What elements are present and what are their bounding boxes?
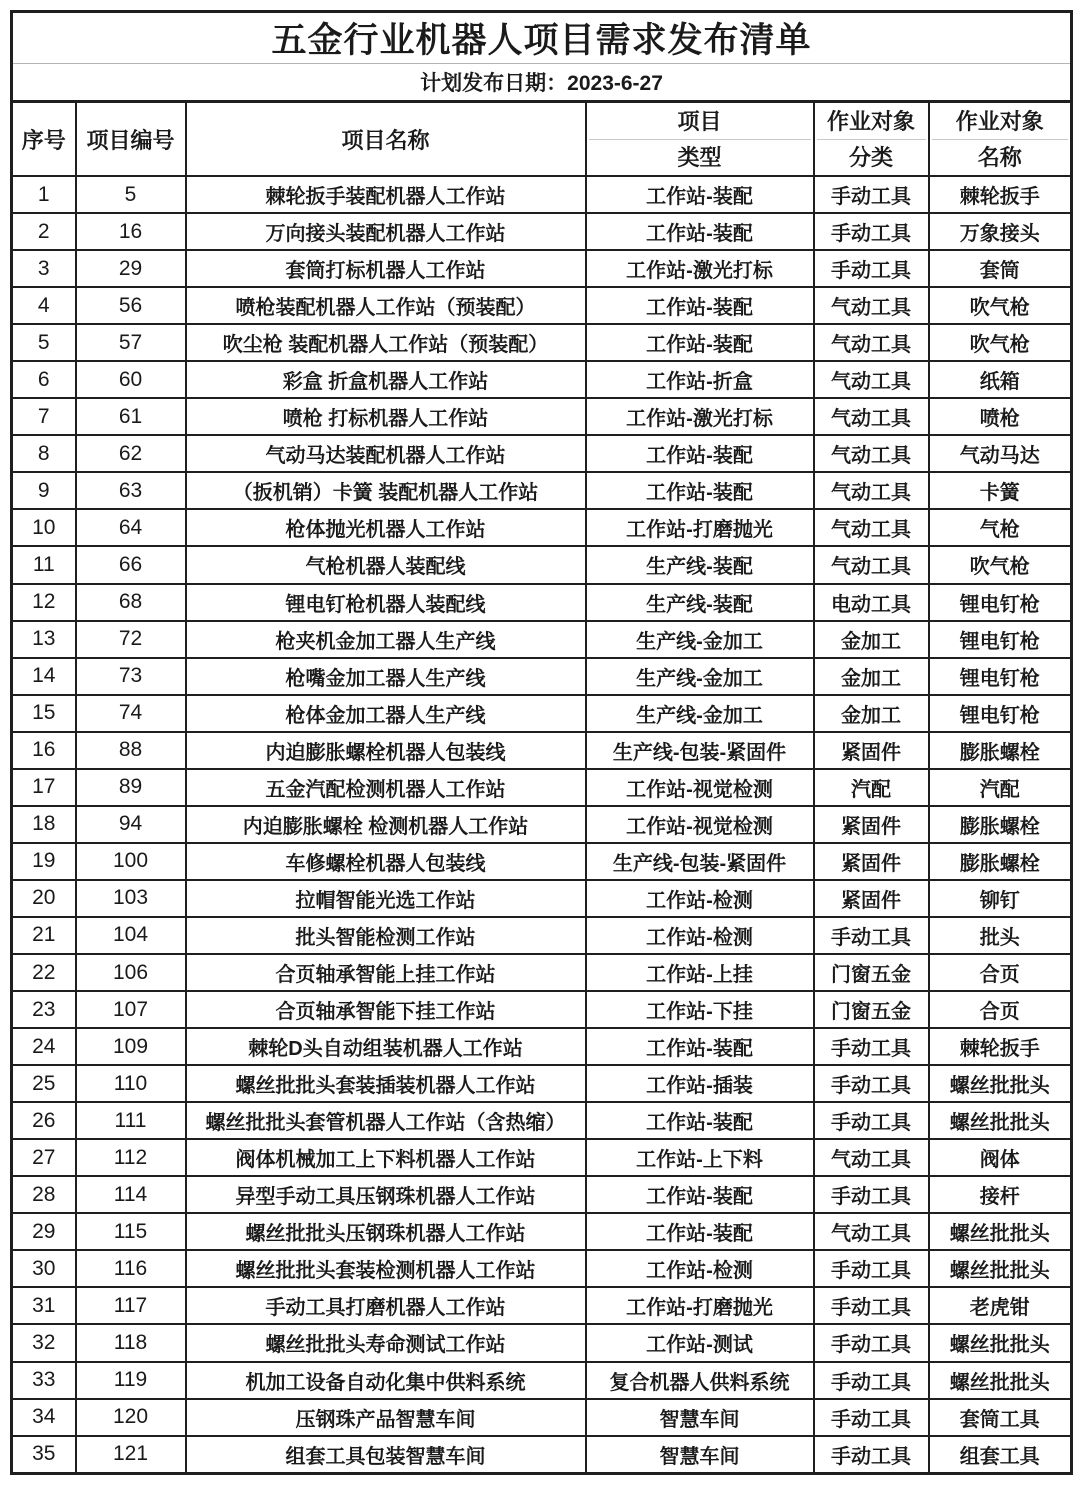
cell-code: 64 [76,509,186,546]
cell-object: 棘轮扳手 [929,1028,1072,1065]
cell-object: 螺丝批批头 [929,1362,1072,1399]
cell-code: 100 [76,843,186,880]
cell-object: 气动马达 [929,435,1072,472]
cell-category: 气动工具 [814,398,929,435]
table-row [12,472,1072,509]
cell-category: 手动工具 [814,1362,929,1399]
cell-object: 套筒工具 [929,1399,1072,1436]
table-row [12,1362,1072,1399]
table-row [12,1065,1072,1102]
cell-type: 工作站-检测 [586,880,814,917]
cell-object: 合页 [929,991,1072,1028]
cell-index: 10 [12,509,76,546]
col-header-object-line2: 名称 [977,144,1022,170]
cell-name: 枪嘴金加工器人生产线 [186,658,586,695]
cell-index: 5 [12,324,76,361]
document-title: 五金行业机器人项目需求发布清单 [12,12,1072,64]
cell-code: 16 [76,213,186,250]
cell-category: 气动工具 [814,435,929,472]
cell-category: 汽配 [814,769,929,806]
table-row [12,917,1072,954]
cell-name: 喷枪 打标机器人工作站 [186,398,586,435]
cell-code: 66 [76,546,186,583]
cell-name: 机加工设备自动化集中供料系统 [186,1362,586,1399]
cell-object: 锂电钉枪 [929,584,1072,621]
cell-object: 喷枪 [929,398,1072,435]
cell-name: 五金汽配检测机器人工作站 [186,769,586,806]
cell-object: 卡簧 [929,472,1072,509]
cell-index: 31 [12,1287,76,1324]
cell-index: 4 [12,287,76,324]
cell-type: 生产线-金加工 [586,621,814,658]
cell-index: 2 [12,213,76,250]
cell-index: 34 [12,1399,76,1436]
cell-code: 107 [76,991,186,1028]
cell-name: 批头智能检测工作站 [186,917,586,954]
table-row [12,658,1072,695]
publish-date-label: 计划发布日期：2023-6-27 [12,64,1072,102]
cell-code: 57 [76,324,186,361]
header-cell-divider [817,139,926,140]
cell-name: 棘轮扳手装配机器人工作站 [186,176,586,213]
cell-type: 工作站-检测 [586,917,814,954]
cell-name: 螺丝批批头套管机器人工作站（含热缩） [186,1102,586,1139]
table-row [12,806,1072,843]
table-row [12,176,1072,213]
cell-name: 锂电钉枪机器人装配线 [186,584,586,621]
cell-object: 锂电钉枪 [929,695,1072,732]
cell-type: 工作站-打磨抛光 [586,1287,814,1324]
cell-type: 工作站-上挂 [586,954,814,991]
column-header-row [12,102,1072,177]
col-header-type [586,102,814,177]
cell-code: 73 [76,658,186,695]
cell-category: 气动工具 [814,472,929,509]
cell-category: 紧固件 [814,880,929,917]
table-row [12,843,1072,880]
cell-type: 工作站-插装 [586,1065,814,1102]
cell-code: 119 [76,1362,186,1399]
cell-object: 棘轮扳手 [929,176,1072,213]
cell-category: 门窗五金 [814,991,929,1028]
cell-index: 28 [12,1176,76,1213]
cell-category: 手动工具 [814,213,929,250]
cell-type: 工作站-装配 [586,435,814,472]
cell-code: 103 [76,880,186,917]
table-row [12,880,1072,917]
cell-object: 合页 [929,954,1072,991]
col-header-object [929,102,1072,177]
table-row [12,769,1072,806]
cell-category: 气动工具 [814,287,929,324]
cell-index: 13 [12,621,76,658]
col-header-object-line1: 作业对象 [955,108,1044,134]
cell-name: 压钢珠产品智慧车间 [186,1399,586,1436]
cell-type: 工作站-装配 [586,1028,814,1065]
cell-code: 115 [76,1213,186,1250]
cell-category: 手动工具 [814,1176,929,1213]
cell-code: 74 [76,695,186,732]
cell-object: 膨胀螺栓 [929,732,1072,769]
cell-index: 8 [12,435,76,472]
cell-category: 手动工具 [814,250,929,287]
cell-code: 68 [76,584,186,621]
table-row [12,621,1072,658]
cell-name: （扳机销）卡簧 装配机器人工作站 [186,472,586,509]
cell-type: 工作站-装配 [586,213,814,250]
cell-name: 吹尘枪 装配机器人工作站（预装配） [186,324,586,361]
cell-name: 棘轮D头自动组装机器人工作站 [186,1028,586,1065]
cell-code: 118 [76,1324,186,1361]
cell-type: 工作站-上下料 [586,1139,814,1176]
table-row [12,1176,1072,1213]
col-header-category [814,102,929,177]
cell-category: 气动工具 [814,1213,929,1250]
table-row [12,250,1072,287]
cell-name: 合页轴承智能下挂工作站 [186,991,586,1028]
cell-code: 88 [76,732,186,769]
col-header-name: 项目名称 [186,102,586,177]
table-row [12,1250,1072,1287]
table-row [12,1139,1072,1176]
cell-name: 枪体抛光机器人工作站 [186,509,586,546]
cell-name: 气动马达装配机器人工作站 [186,435,586,472]
table-row [12,1324,1072,1361]
project-list-table [10,10,1073,1475]
cell-index: 1 [12,176,76,213]
cell-type: 工作站-装配 [586,287,814,324]
cell-category: 手动工具 [814,1399,929,1436]
cell-index: 18 [12,806,76,843]
col-header-category-line2: 分类 [848,144,893,170]
col-header-type-line2: 类型 [677,144,722,170]
cell-type: 工作站-下挂 [586,991,814,1028]
cell-category: 门窗五金 [814,954,929,991]
cell-index: 14 [12,658,76,695]
cell-type: 工作站-装配 [586,472,814,509]
cell-name: 内迫膨胀螺栓 检测机器人工作站 [186,806,586,843]
cell-object: 膨胀螺栓 [929,806,1072,843]
cell-name: 阀体机械加工上下料机器人工作站 [186,1139,586,1176]
cell-code: 89 [76,769,186,806]
cell-type: 智慧车间 [586,1399,814,1436]
table-row [12,213,1072,250]
table-row [12,324,1072,361]
cell-type: 智慧车间 [586,1436,814,1474]
cell-category: 手动工具 [814,1028,929,1065]
cell-index: 35 [12,1436,76,1474]
cell-name: 车修螺栓机器人包装线 [186,843,586,880]
cell-name: 螺丝批批头压钢珠机器人工作站 [186,1213,586,1250]
cell-object: 批头 [929,917,1072,954]
table-row [12,1102,1072,1139]
cell-index: 15 [12,695,76,732]
cell-type: 生产线-包装-紧固件 [586,732,814,769]
cell-name: 螺丝批批头套装插装机器人工作站 [186,1065,586,1102]
table-row [12,1213,1072,1250]
cell-category: 气动工具 [814,324,929,361]
cell-type: 工作站-视觉检测 [586,806,814,843]
cell-code: 56 [76,287,186,324]
table-row [12,1028,1072,1065]
cell-index: 20 [12,880,76,917]
cell-type: 工作站-激光打标 [586,250,814,287]
cell-code: 120 [76,1399,186,1436]
header-cell-divider [589,139,811,140]
cell-object: 吹气枪 [929,287,1072,324]
table-row [12,287,1072,324]
cell-index: 12 [12,584,76,621]
table-row [12,1287,1072,1324]
cell-index: 21 [12,917,76,954]
cell-code: 106 [76,954,186,991]
cell-name: 异型手动工具压钢珠机器人工作站 [186,1176,586,1213]
cell-category: 金加工 [814,695,929,732]
cell-type: 工作站-装配 [586,1176,814,1213]
cell-object: 锂电钉枪 [929,621,1072,658]
cell-name: 套筒打标机器人工作站 [186,250,586,287]
table-row [12,1399,1072,1436]
cell-code: 112 [76,1139,186,1176]
cell-index: 7 [12,398,76,435]
cell-object: 气枪 [929,509,1072,546]
cell-index: 29 [12,1213,76,1250]
cell-category: 手动工具 [814,1065,929,1102]
cell-code: 94 [76,806,186,843]
cell-category: 金加工 [814,658,929,695]
cell-category: 手动工具 [814,1250,929,1287]
cell-object: 组套工具 [929,1436,1072,1474]
cell-object: 吹气枪 [929,324,1072,361]
cell-category: 电动工具 [814,584,929,621]
cell-type: 生产线-金加工 [586,658,814,695]
title-row [12,12,1072,64]
cell-index: 32 [12,1324,76,1361]
cell-type: 工作站-打磨抛光 [586,509,814,546]
cell-name: 合页轴承智能上挂工作站 [186,954,586,991]
cell-object: 锂电钉枪 [929,658,1072,695]
cell-name: 拉帽智能光选工作站 [186,880,586,917]
cell-category: 气动工具 [814,546,929,583]
cell-index: 33 [12,1362,76,1399]
cell-name: 喷枪装配机器人工作站（预装配） [186,287,586,324]
cell-code: 109 [76,1028,186,1065]
cell-category: 紧固件 [814,806,929,843]
cell-type: 生产线-装配 [586,584,814,621]
table-row [12,584,1072,621]
cell-code: 60 [76,361,186,398]
cell-category: 气动工具 [814,1139,929,1176]
cell-index: 27 [12,1139,76,1176]
cell-name: 内迫膨胀螺栓机器人包装线 [186,732,586,769]
cell-index: 17 [12,769,76,806]
cell-type: 工作站-装配 [586,1102,814,1139]
cell-type: 工作站-激光打标 [586,398,814,435]
cell-category: 手动工具 [814,1324,929,1361]
cell-index: 25 [12,1065,76,1102]
col-header-category-line1: 作业对象 [826,108,915,134]
cell-category: 金加工 [814,621,929,658]
cell-type: 工作站-装配 [586,176,814,213]
cell-code: 61 [76,398,186,435]
cell-category: 手动工具 [814,1436,929,1474]
cell-name: 枪体金加工器人生产线 [186,695,586,732]
table-row [12,361,1072,398]
cell-object: 纸箱 [929,361,1072,398]
col-header-type-line1: 项目 [677,108,722,134]
cell-type: 工作站-折盒 [586,361,814,398]
cell-index: 16 [12,732,76,769]
cell-type: 生产线-装配 [586,546,814,583]
col-header-code: 项目编号 [76,102,186,177]
cell-object: 老虎钳 [929,1287,1072,1324]
cell-type: 工作站-测试 [586,1324,814,1361]
cell-name: 手动工具打磨机器人工作站 [186,1287,586,1324]
cell-index: 3 [12,250,76,287]
cell-name: 螺丝批批头套装检测机器人工作站 [186,1250,586,1287]
cell-code: 72 [76,621,186,658]
cell-object: 螺丝批批头 [929,1324,1072,1361]
cell-index: 26 [12,1102,76,1139]
cell-code: 117 [76,1287,186,1324]
cell-object: 螺丝批批头 [929,1250,1072,1287]
cell-name: 彩盒 折盒机器人工作站 [186,361,586,398]
cell-category: 手动工具 [814,1287,929,1324]
document-page [10,10,1073,1475]
col-header-index: 序号 [12,102,76,177]
table-row [12,398,1072,435]
cell-code: 111 [76,1102,186,1139]
header-cell-divider [932,139,1069,140]
subtitle-row [12,64,1072,102]
cell-name: 螺丝批批头寿命测试工作站 [186,1324,586,1361]
cell-code: 116 [76,1250,186,1287]
cell-object: 膨胀螺栓 [929,843,1072,880]
cell-code: 114 [76,1176,186,1213]
cell-index: 22 [12,954,76,991]
cell-type: 工作站-装配 [586,1213,814,1250]
cell-category: 气动工具 [814,361,929,398]
cell-code: 121 [76,1436,186,1474]
cell-index: 9 [12,472,76,509]
table-body [12,176,1072,1474]
cell-code: 62 [76,435,186,472]
cell-category: 手动工具 [814,1102,929,1139]
cell-category: 手动工具 [814,176,929,213]
table-row [12,732,1072,769]
cell-type: 工作站-检测 [586,1250,814,1287]
cell-code: 5 [76,176,186,213]
table-row [12,509,1072,546]
cell-object: 套筒 [929,250,1072,287]
cell-index: 6 [12,361,76,398]
table-row [12,991,1072,1028]
table-row [12,546,1072,583]
cell-object: 铆钉 [929,880,1072,917]
cell-type: 生产线-包装-紧固件 [586,843,814,880]
cell-code: 29 [76,250,186,287]
cell-object: 吹气枪 [929,546,1072,583]
cell-object: 接杆 [929,1176,1072,1213]
cell-category: 手动工具 [814,917,929,954]
cell-category: 紧固件 [814,732,929,769]
cell-index: 30 [12,1250,76,1287]
cell-object: 螺丝批批头 [929,1065,1072,1102]
cell-index: 24 [12,1028,76,1065]
cell-object: 螺丝批批头 [929,1102,1072,1139]
cell-type: 工作站-视觉检测 [586,769,814,806]
table-row [12,1436,1072,1474]
cell-code: 104 [76,917,186,954]
cell-object: 万象接头 [929,213,1072,250]
cell-category: 紧固件 [814,843,929,880]
cell-name: 万向接头装配机器人工作站 [186,213,586,250]
cell-category: 气动工具 [814,509,929,546]
cell-name: 枪夹机金加工器人生产线 [186,621,586,658]
cell-type: 生产线-金加工 [586,695,814,732]
cell-index: 23 [12,991,76,1028]
cell-object: 汽配 [929,769,1072,806]
table-row [12,954,1072,991]
table-row [12,695,1072,732]
table-row [12,435,1072,472]
cell-object: 阀体 [929,1139,1072,1176]
cell-type: 复合机器人供料系统 [586,1362,814,1399]
cell-type: 工作站-装配 [586,324,814,361]
cell-name: 气枪机器人装配线 [186,546,586,583]
cell-index: 11 [12,546,76,583]
cell-code: 63 [76,472,186,509]
cell-name: 组套工具包装智慧车间 [186,1436,586,1474]
cell-code: 110 [76,1065,186,1102]
cell-index: 19 [12,843,76,880]
cell-object: 螺丝批批头 [929,1213,1072,1250]
